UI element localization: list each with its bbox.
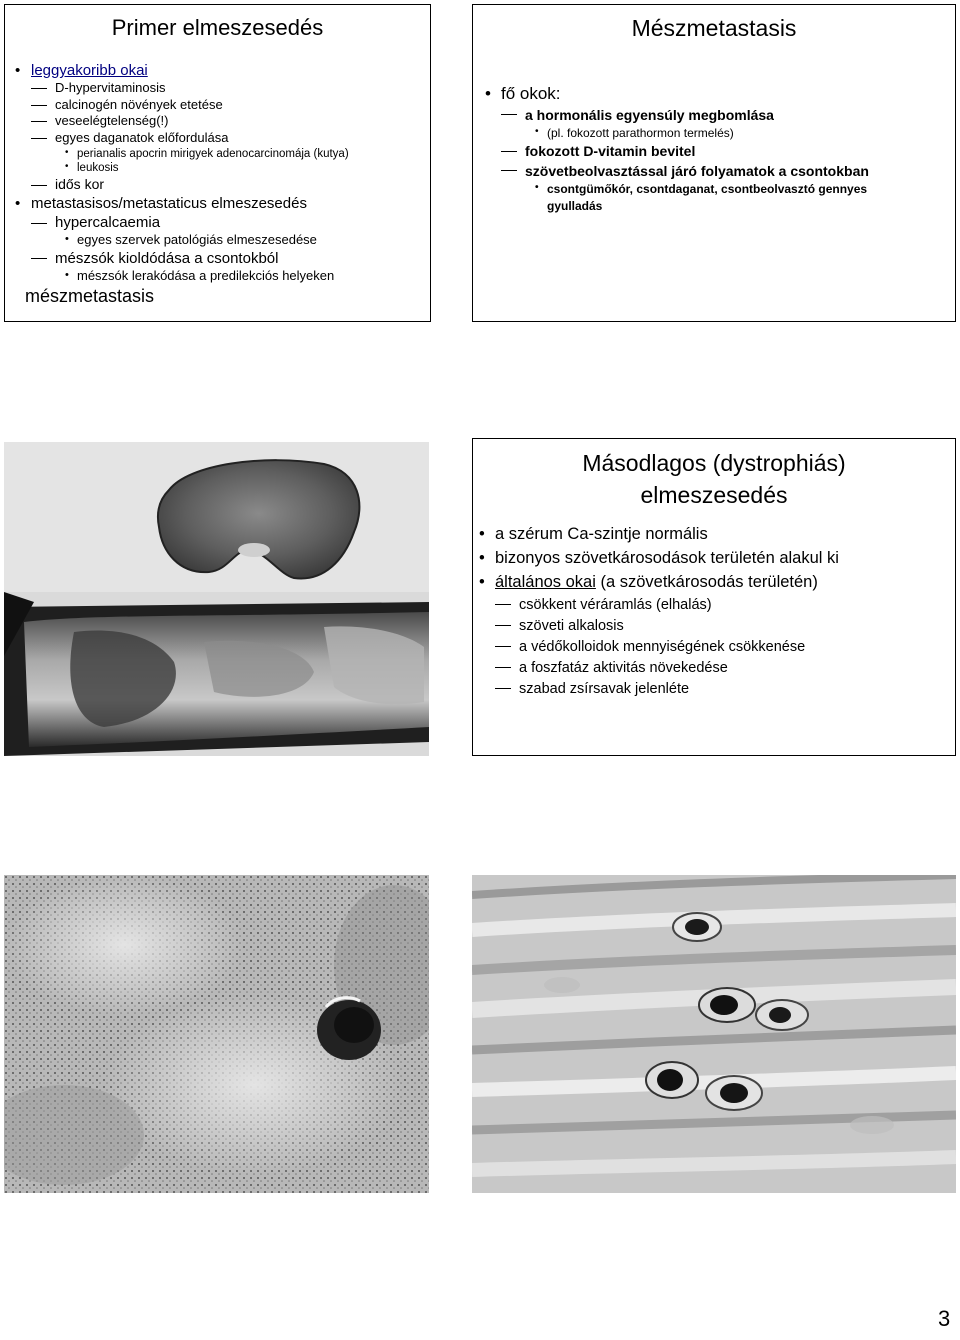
list-item: a hormonális egyensúly megbomlása (483, 106, 923, 126)
list-item: csökkent véráramlás (elhalás) (477, 595, 947, 616)
list-item: • (pl. fokozott parathormon termelés) (483, 125, 923, 142)
list-item: a foszfatáz aktivitás növekedése (477, 658, 947, 679)
list-item: szövetbeolvasztással járó folyamatok a csontokban (483, 162, 923, 182)
slide-title: Másodlagos (dystrophiás) elmeszesedés (582, 450, 846, 509)
list-item: D-hypervitaminosis (13, 80, 430, 97)
list-item: mészmetastasis (25, 285, 155, 306)
list-item: a védőkolloidok mennyiségének csökkenése (477, 637, 947, 658)
slide-meszmetastasis (472, 4, 956, 322)
bullet-list (13, 61, 430, 308)
list-item: fokozott D-vitamin bevitel (483, 142, 923, 162)
list-item: • általános okai (a szövetkárosodás területén) (477, 571, 947, 595)
list-item: • fő okok: (483, 82, 923, 106)
list-item: • leggyakoribb okai (13, 61, 430, 80)
list-item: • metastasisos/metastaticus elmeszesedés (13, 194, 430, 213)
list-item: • mészsók lerakódása a predilekciós helyeken (13, 268, 430, 285)
list-item: mészsók kioldódása a csontokból (13, 249, 430, 268)
list-item: szöveti alkalosis (477, 616, 947, 637)
list-item: • leukosis (13, 161, 430, 176)
bullet-list (477, 523, 947, 700)
gross-specimen-photo (4, 442, 429, 756)
list-item: veseelégtelenség(!) (13, 113, 430, 130)
page-number: 3 (938, 1306, 951, 1331)
slide-title: Primer elmeszesedés (111, 15, 324, 40)
list-item: egyes daganatok előfordulása (13, 130, 430, 147)
list-item: szabad zsírsavak jelenléte (477, 679, 947, 700)
list-item: • csontgümőkór, csontdaganat, csontbeolvasztó gennyes gyulladás (483, 181, 923, 215)
slide-primer-elmeszesedes (4, 4, 431, 322)
list-item: • egyes szervek patológiás elmeszesedése (13, 232, 430, 249)
list-item: • bizonyos szövetkárosodások területén alakul ki (477, 547, 947, 571)
histology-photo-muscle-calcification (472, 875, 956, 1193)
slide-title: Mészmetastasis (631, 15, 797, 41)
list-item: calcinogén növények etetése (13, 97, 430, 114)
list-item: • a szérum Ca-szintje normális (477, 523, 947, 547)
list-item: idős kor (13, 176, 430, 194)
histology-photo-calcified-focus (4, 875, 429, 1193)
bullet-list (483, 82, 923, 215)
list-item: hypercalcaemia (13, 213, 430, 232)
list-item: • perianalis apocrin mirigyek adenocarcinomája (kutya) (13, 147, 430, 162)
slide-masodlagos-elmeszesedes (472, 438, 956, 756)
